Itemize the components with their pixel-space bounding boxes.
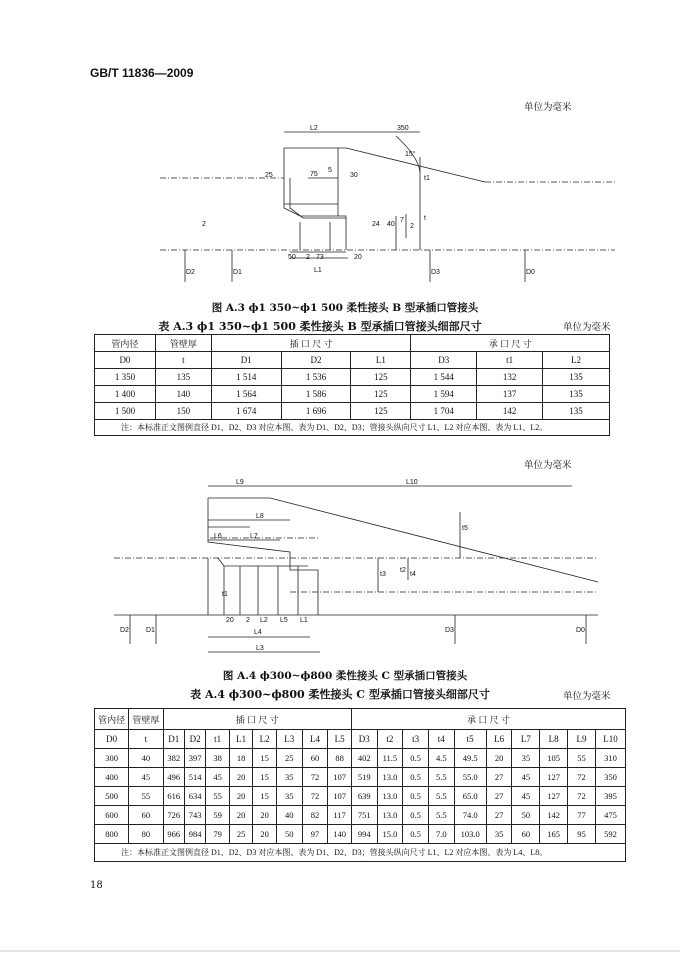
table-cell: 135: [543, 403, 610, 420]
table-cell: 11.5: [377, 749, 403, 768]
table-cell: 519: [351, 768, 377, 787]
a4-sub-header-cell: L4: [302, 730, 328, 749]
table-cell: 496: [163, 768, 184, 787]
table-cell: 1 594: [411, 386, 477, 403]
figure-a4-caption: 图 A.4 ϕ300~ϕ800 柔性接头 C 型承插口管接头: [222, 670, 468, 682]
page-number: 18: [90, 880, 103, 891]
table-cell: 20: [229, 787, 253, 806]
table-cell: 1 586: [281, 386, 351, 403]
table-a4-caption: 表 A.4 ϕ300~ϕ800 柔性接头 C 型承插口管接头细部尺寸: [190, 688, 490, 701]
a3-sub-d2: D2: [281, 352, 351, 369]
table-row: [95, 369, 610, 386]
table-cell: 726: [163, 806, 184, 825]
table-row: [95, 806, 626, 825]
table-cell: 382: [163, 749, 184, 768]
a3-sub-d0: D0: [95, 352, 156, 369]
table-cell: 25: [229, 825, 253, 844]
table-cell: 35: [276, 768, 302, 787]
a4-sub-header-cell: L2: [253, 730, 277, 749]
table-cell: 142: [540, 806, 568, 825]
table-cell: 140: [328, 825, 352, 844]
table-cell: 15.0: [377, 825, 403, 844]
unit-label: 单位为毫米: [524, 102, 572, 113]
table-cell: 751: [351, 806, 377, 825]
a3-header-socket: 承 口 尺 寸: [411, 335, 610, 352]
a4-sub-header-cell: L1: [229, 730, 253, 749]
table-cell: 15: [253, 787, 277, 806]
table-cell: 80: [129, 825, 163, 844]
table-cell: 0.5: [403, 768, 429, 787]
figure-a4-drawing: [110, 472, 600, 660]
table-cell: 400: [95, 768, 129, 787]
table-cell: 15: [253, 749, 277, 768]
table-cell: 0.5: [403, 806, 429, 825]
table-cell: 60: [302, 749, 328, 768]
table-a4-unit: 单位为毫米: [563, 691, 611, 702]
svg-text:t1: t1: [222, 591, 228, 598]
a4-sub-header-cell: L3: [276, 730, 302, 749]
table-cell: 600: [95, 806, 129, 825]
table-cell: 50: [276, 825, 302, 844]
table-a3: [94, 334, 610, 436]
a4-header-t: 管壁厚: [129, 709, 163, 730]
a4-sub-header-cell: t5: [454, 730, 486, 749]
a4-header-d0: 管内径: [95, 709, 129, 730]
svg-text:t2: t2: [400, 567, 406, 574]
table-cell: 300: [95, 749, 129, 768]
table-cell: 35: [276, 787, 302, 806]
table-cell: 15: [253, 768, 277, 787]
table-cell: 150: [155, 403, 211, 420]
table-cell: 35: [512, 749, 540, 768]
table-cell: 127: [540, 787, 568, 806]
table-row: [95, 787, 626, 806]
table-cell: 55: [206, 787, 230, 806]
a4-sub-header-cell: D3: [351, 730, 377, 749]
table-cell: 350: [595, 768, 625, 787]
svg-text:D1: D1: [233, 269, 242, 276]
table-a3-caption: 表 A.3 ϕ1 350~ϕ1 500 柔性接头 B 型承插口管接头细部尺寸: [158, 320, 482, 333]
svg-text:L6: L6: [214, 533, 222, 540]
table-cell: 65.0: [454, 787, 486, 806]
table-a3-body: [95, 369, 610, 420]
svg-text:t4: t4: [410, 571, 416, 578]
table-a4-body: [95, 749, 626, 844]
table-cell: 1 544: [411, 369, 477, 386]
table-cell: 135: [543, 386, 610, 403]
svg-text:D0: D0: [576, 627, 585, 634]
a4-header-socket: 承 口 尺 寸: [351, 709, 625, 730]
a3-header-t: 管壁厚: [155, 335, 211, 352]
table-cell: 55: [568, 749, 596, 768]
table-cell: 5.5: [428, 768, 454, 787]
a4-sub-header-cell: L8: [540, 730, 568, 749]
table-row: [95, 403, 610, 420]
table-cell: 59: [206, 806, 230, 825]
table-cell: 994: [351, 825, 377, 844]
a3-header-spigot: 插 口 尺 寸: [211, 335, 411, 352]
table-a4-subheader: [95, 730, 626, 749]
svg-text:73: 73: [316, 254, 324, 261]
a3-sub-t: t: [155, 352, 211, 369]
table-cell: 1 704: [411, 403, 477, 420]
table-cell: 140: [155, 386, 211, 403]
table-row: [95, 768, 626, 787]
table-cell: 127: [540, 768, 568, 787]
table-cell: 27: [486, 806, 512, 825]
a4-sub-header-cell: t4: [428, 730, 454, 749]
table-cell: 800: [95, 825, 129, 844]
table-cell: 1 564: [211, 386, 281, 403]
table-cell: 1 536: [281, 369, 351, 386]
svg-text:2: 2: [306, 254, 310, 261]
table-cell: 13.0: [377, 768, 403, 787]
table-cell: 88: [328, 749, 352, 768]
table-cell: 25: [276, 749, 302, 768]
table-a4-note: 注：本标准正文图例直径 D1、D2、D3 对应本图、表为 D1、D2、D3；管接头纵向尺寸 L1、L2 对应本图、表为 L4、L8。: [95, 844, 626, 862]
table-cell: 966: [163, 825, 184, 844]
table-cell: 137: [477, 386, 543, 403]
table-row: [95, 386, 610, 403]
table-cell: 634: [184, 787, 205, 806]
table-cell: 395: [595, 787, 625, 806]
svg-text:D0: D0: [526, 269, 535, 276]
table-cell: 72: [302, 768, 328, 787]
table-cell: 45: [512, 787, 540, 806]
table-cell: 0.5: [403, 787, 429, 806]
table-cell: 0.5: [403, 749, 429, 768]
table-cell: 20: [253, 825, 277, 844]
table-cell: 13.0: [377, 806, 403, 825]
table-cell: 125: [351, 386, 411, 403]
svg-text:L9: L9: [236, 479, 244, 486]
a4-sub-header-cell: L7: [512, 730, 540, 749]
table-cell: 55: [129, 787, 163, 806]
a4-sub-header-cell: t: [129, 730, 163, 749]
table-cell: 514: [184, 768, 205, 787]
svg-text:t3: t3: [380, 571, 386, 578]
table-cell: 20: [229, 806, 253, 825]
svg-text:2: 2: [202, 221, 206, 228]
table-cell: 18: [229, 749, 253, 768]
a3-sub-l2: L2: [543, 352, 610, 369]
table-cell: 132: [477, 369, 543, 386]
a4-sub-header-cell: D1: [163, 730, 184, 749]
svg-text:75: 75: [310, 171, 318, 178]
svg-text:L2: L2: [260, 617, 268, 624]
table-cell: 125: [351, 403, 411, 420]
svg-text:L8: L8: [256, 513, 264, 520]
table-cell: 1 674: [211, 403, 281, 420]
svg-text:D3: D3: [431, 269, 440, 276]
svg-text:2: 2: [410, 223, 414, 230]
a4-sub-header-cell: L9: [568, 730, 596, 749]
svg-text:L7: L7: [250, 533, 258, 540]
table-cell: 40: [276, 806, 302, 825]
svg-text:L2: L2: [310, 125, 318, 132]
table-cell: 103.0: [454, 825, 486, 844]
table-cell: 5.5: [428, 806, 454, 825]
table-cell: 35: [486, 825, 512, 844]
table-cell: 95: [568, 825, 596, 844]
svg-text:30: 30: [350, 172, 358, 179]
table-cell: 1 696: [281, 403, 351, 420]
a4-sub-header-cell: D2: [184, 730, 205, 749]
svg-text:D1: D1: [146, 627, 155, 634]
standard-number: GB/T 11836—2009: [90, 66, 194, 80]
table-cell: 500: [95, 787, 129, 806]
table-cell: 55.0: [454, 768, 486, 787]
table-cell: 1 400: [95, 386, 156, 403]
a4-sub-header-cell: L10: [595, 730, 625, 749]
table-cell: 20: [486, 749, 512, 768]
table-row: [95, 825, 626, 844]
table-cell: 743: [184, 806, 205, 825]
table-cell: 72: [568, 768, 596, 787]
table-cell: 1 500: [95, 403, 156, 420]
table-a4: [94, 708, 626, 862]
table-cell: 1 514: [211, 369, 281, 386]
table-cell: 27: [486, 787, 512, 806]
figure-a3-drawing: [150, 112, 620, 297]
table-cell: 135: [155, 369, 211, 386]
a4-sub-header-cell: L5: [328, 730, 352, 749]
table-cell: 117: [328, 806, 352, 825]
svg-text:t5: t5: [462, 525, 468, 532]
table-cell: 38: [206, 749, 230, 768]
table-cell: 60: [512, 825, 540, 844]
table-cell: 45: [129, 768, 163, 787]
svg-text:L10: L10: [406, 479, 418, 486]
svg-text:t: t: [424, 215, 426, 222]
table-cell: 49.5: [454, 749, 486, 768]
table-cell: 592: [595, 825, 625, 844]
table-cell: 97: [302, 825, 328, 844]
table-cell: 5.5: [428, 787, 454, 806]
table-cell: 20: [253, 806, 277, 825]
table-cell: 107: [328, 768, 352, 787]
table-cell: 50: [512, 806, 540, 825]
svg-text:24: 24: [372, 221, 380, 228]
svg-text:L1: L1: [300, 617, 308, 624]
table-cell: 142: [477, 403, 543, 420]
svg-text:D2: D2: [186, 269, 195, 276]
table-cell: 105: [540, 749, 568, 768]
a4-sub-header-cell: t2: [377, 730, 403, 749]
table-cell: 107: [328, 787, 352, 806]
table-a3-note: 注：本标准正文图例直径 D1、D2、D3 对应本图、表为 D1、D2、D3；管接头纵向尺寸 L1、L2 对应本图、表为 L1、L2。: [95, 420, 610, 436]
svg-text:L5: L5: [280, 617, 288, 624]
table-cell: 616: [163, 787, 184, 806]
a4-sub-header-cell: L6: [486, 730, 512, 749]
page-divider: [0, 950, 680, 952]
table-cell: 475: [595, 806, 625, 825]
svg-text:15°: 15°: [405, 151, 416, 158]
a3-sub-t1: t1: [477, 352, 543, 369]
table-cell: 4.5: [428, 749, 454, 768]
svg-text:50: 50: [288, 254, 296, 261]
table-cell: 13.0: [377, 787, 403, 806]
svg-text:20: 20: [226, 617, 234, 624]
a4-header-spigot: 插 口 尺 寸: [163, 709, 351, 730]
svg-text:350: 350: [397, 125, 409, 132]
table-cell: 310: [595, 749, 625, 768]
table-cell: 82: [302, 806, 328, 825]
svg-text:25: 25: [265, 172, 273, 179]
table-cell: 40: [129, 749, 163, 768]
table-cell: 60: [129, 806, 163, 825]
svg-text:D2: D2: [120, 627, 129, 634]
table-cell: 639: [351, 787, 377, 806]
figure-a3-caption: 图 A.3 ϕ1 350~ϕ1 500 柔性接头 B 型承插口管接头: [211, 302, 479, 314]
table-cell: 397: [184, 749, 205, 768]
svg-text:20: 20: [354, 254, 362, 261]
table-cell: 74.0: [454, 806, 486, 825]
table-cell: 7.0: [428, 825, 454, 844]
table-cell: 79: [206, 825, 230, 844]
table-cell: 72: [568, 787, 596, 806]
a4-sub-header-cell: t1: [206, 730, 230, 749]
table-cell: 77: [568, 806, 596, 825]
svg-text:L1: L1: [314, 267, 322, 274]
table-cell: 125: [351, 369, 411, 386]
table-cell: 27: [486, 768, 512, 787]
svg-text:40: 40: [387, 221, 395, 228]
svg-text:L4: L4: [254, 629, 262, 636]
unit-label-2: 单位为毫米: [524, 460, 572, 471]
table-cell: 1 350: [95, 369, 156, 386]
table-a3-unit: 单位为毫米: [563, 322, 611, 333]
a3-sub-d1: D1: [211, 352, 281, 369]
a4-sub-header-cell: t3: [403, 730, 429, 749]
svg-text:7: 7: [400, 217, 404, 224]
table-cell: 45: [206, 768, 230, 787]
a3-sub-l1: L1: [351, 352, 411, 369]
table-cell: 20: [229, 768, 253, 787]
table-cell: 165: [540, 825, 568, 844]
table-cell: 45: [512, 768, 540, 787]
svg-text:2: 2: [246, 617, 250, 624]
table-cell: 72: [302, 787, 328, 806]
a3-sub-d3: D3: [411, 352, 477, 369]
svg-text:L3: L3: [256, 645, 264, 652]
table-row: [95, 749, 626, 768]
table-cell: 0.5: [403, 825, 429, 844]
table-cell: 984: [184, 825, 205, 844]
table-cell: 402: [351, 749, 377, 768]
a4-sub-header-cell: D0: [95, 730, 129, 749]
table-cell: 135: [543, 369, 610, 386]
svg-text:t1: t1: [424, 175, 430, 182]
a3-header-d0: 管内径: [95, 335, 156, 352]
svg-text:D3: D3: [445, 627, 454, 634]
svg-text:5: 5: [328, 167, 332, 174]
